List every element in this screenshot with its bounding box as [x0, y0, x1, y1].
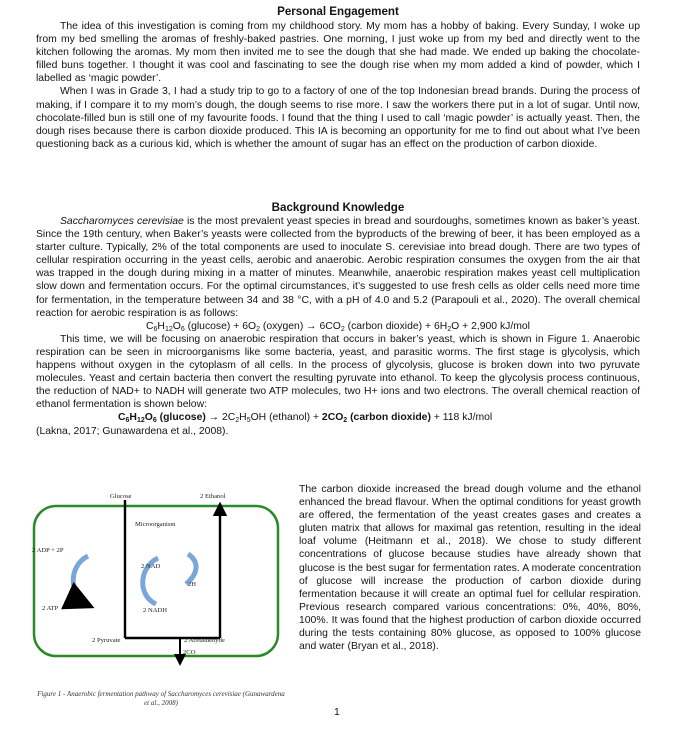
page-number: 1: [334, 707, 340, 718]
background-knowledge-section: [36, 215, 640, 438]
glucose-label: Glucose: [110, 493, 132, 500]
adp-to-atp-arrow: [73, 556, 90, 606]
eq2-part-f: + 118 kJ/mol: [430, 412, 493, 424]
personal-engagement-paragraph-2: When I was in Grade 3, I had a study trip to go to a factory of one of the top Indonesian bread brands. During the process of making, if I compare it to my mom’s dough, the dough seems to rise more. I saw the workers there put in a lot of sugar. Until now, chocolate-filled bun is still one of my favourite foods. I found that the thing I used to call ‘magic powder’ is actually yeast. Then, the dough rises because there is carbon dioxide produced. This IA is becoming an opportunity for me to find out about what I’ve been questioning back as a curious kid, which is whether the amount of sugar has an effect on the production of carbon dioxide.: [36, 86, 640, 150]
right-column-paragraph: The carbon dioxide increased the bread dough volume and the ethanol enhanced the bread flavour. When the optimal conditions for yeast growth are offered, the fermentation of the yeast creates gases and creates a gluten matrix that allows for maximal gas retention, resulting in the ideal loaf volume (Heitmann et al., 2018). We chose to study different concentrations of glucose because studies have already shown that glucose is the best sugar for fermentation rates. A moderate concentration of glucose will increase the production of carbon dioxide during fermentation because it will create an optimal fuel for cellular respiration. Previous research compared various concentrations: 0%, 40%, 80%, 100%. It was found that the highest production of carbon dioxide occurred during the tests containing 80% glucose, as opposed to 100% glucose and water (Bryan et al., 2018).: [299, 484, 641, 653]
personal-engagement-paragraph-1: The idea of this investigation is coming from my childhood story. My mom has a hobby of baking. Every Sunday, I woke up from my bed smelling the aromas of freshly-baked pastries. One morning, I just woke up from my bed and directly went to the kitchen following the aromas. My mom then invited me to see the dough that she had made. We ended up baking the chocolate-filled buns together. I thought it was cool and fascinating to see the dough rise when my mom added a kind of powder, which I labelled as ‘magic powder’.: [36, 21, 640, 85]
personal-engagement-section: [36, 20, 640, 151]
eq2-part-b: → 2C: [205, 412, 236, 424]
aerobic-equation: $C_6H_{12}O_6$ $(glucose) + 6O_2$ (oxygen) → $6CO_2$ (carbon dioxide) + $6H_2O + 2,900$ kJ/mol: [146, 320, 530, 333]
figure-caption: Figure 1 - Anaerobic fermentation pathway of Saccharomyces cerevisiae (Gunawardena et al., 2008): [37, 690, 285, 707]
eq1-part-a: (glucose) + 6O: [184, 320, 257, 332]
eq2-part-c: OH (ethanol) +: [250, 412, 322, 424]
microorganism-label: Microorganism: [135, 521, 176, 528]
eq2-part-e: (carbon dioxide): [347, 412, 431, 424]
eq1-part-c: (carbon dioxide) + 6H: [344, 320, 448, 332]
ethanol-label: 2 Ethanol: [200, 493, 226, 500]
atp-label: 2 ATP: [42, 605, 59, 612]
citation-line: (Lakna, 2017; Gunawardena et al., 2008).: [36, 425, 229, 437]
background-paragraph-1-text: is the most prevalent yeast species in bread and sourdoughs, sometimes known as baker’s yeast. Since the 19th century, when Baker’s yeasts were collected from the byproducts of the brewing of beer, it has been employed as a starter culture. Typically, 2% of the total components are used to inoculate S. cerevisiae into bread dough. There are two types of cellular respiration occurring in the yeast cells, aerobic and anaerobic. Aerobic respiration consumes the oxygen from the air that was trapped in the dough during mixing in a matter of minutes. Meanwhile, anaerobic respiration makes yeast cell multiplication slow down and fermentation occurs. For the optimal circumstances, it’s suggested to use fresh cells as older cells need more time for fermentation, in the temperature between 34 and 38 °C, with a pH of 4.0 and 5.2 (Parapouli et al., 2020). The overall chemical reaction for aerobic respiration is as follows:: [36, 216, 640, 319]
species-name: Saccharomyces cerevisiae: [60, 216, 184, 227]
eq2-part-d: 2CO: [321, 412, 344, 424]
cell-membrane: [34, 506, 278, 656]
background-paragraph-1: [36, 215, 640, 320]
nadh-regeneration-arrow: [186, 554, 196, 584]
fermentation-equation: $C_6H_{12}O_6$ $(glucose) \to 2C_2H_5OH$ (ethanol) + $2CO_2$ (carbon dioxide) + 118 kJ/mol: [118, 412, 493, 425]
pyruvate-label: 2 Pyruvate: [92, 637, 121, 644]
eq1-part-b: (oxygen) → 6CO: [259, 320, 341, 332]
h-label: 2H: [188, 581, 197, 588]
personal-engagement-heading: Personal Engagement: [277, 5, 399, 18]
eq2-part-a: (glucose): [156, 412, 206, 424]
nad-label: 2 NAD: [141, 563, 161, 570]
acetaldehyde-label: 2 Acetaldehyde: [184, 637, 225, 644]
background-knowledge-heading: Background Knowledge: [271, 201, 405, 214]
eq1-part-d: O + 2,900 kJ/mol: [451, 320, 530, 332]
co2-label: 2CO: [183, 649, 196, 656]
adp-label: 2 ADP + 2P: [32, 547, 64, 554]
background-paragraph-2: This time, we will be focusing on anaerobic respiration that occurs in baker’s yeast, which is shown in Figure 1. Anaerobic respiration can be seen in microorganisms like some bacteria, yeast, and parasitic worms. The first stage is glycolysis, which happens without oxygen in the cytoplasm of all cells. In the process of glycolysis, glucose is broken down into two pyruvate molecules. Yeast and certain bacteria then convert the resulting pyruvate into ethanol. To keep the glycolysis process continuous, the reduction of NAD+ to NADH will generate two ATP molecules, two H+ ions and two electrons. The overall chemical reaction of ethanol fermentation is shown below:: [36, 333, 640, 411]
anaerobic-pathway-figure: [28, 488, 290, 688]
nadh-label: 2 NADH: [143, 607, 167, 614]
